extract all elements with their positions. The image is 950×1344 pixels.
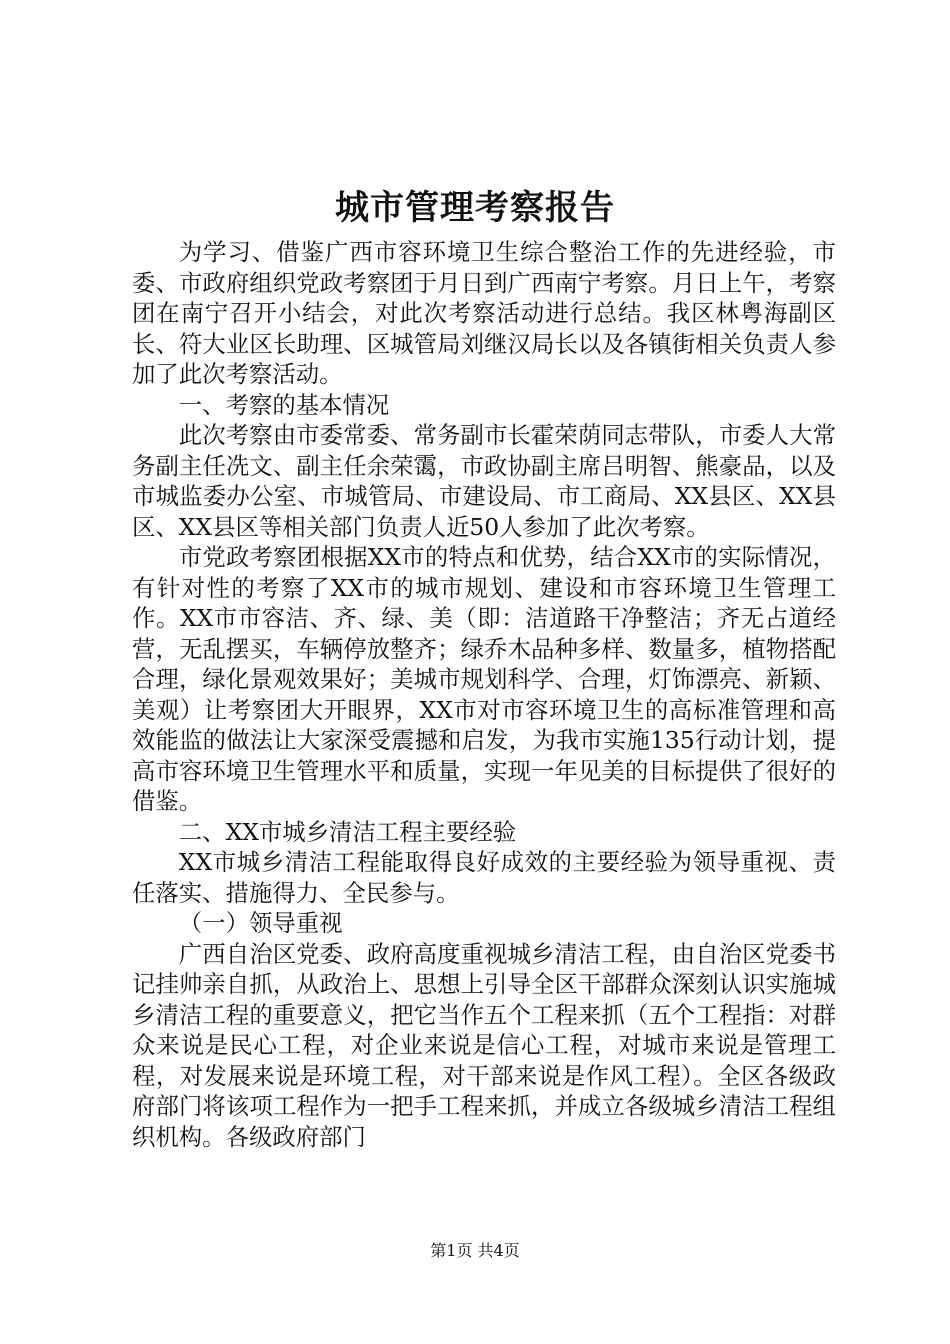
subsection-heading-1: （一）领导重视 — [178, 909, 343, 937]
subsection-1-paragraph-1: 广西自治区党委、政府高度重视城乡清洁工程，由自治区党委书记挂帅亲自抓，从政治上、思想上引导全区干部群众深刻认识实施城乡清洁工程的重要意义，把它当作五个工程来抓（五个工程指：对群众来说是民心工程，对企业来说是信心工程，对城市来说是管理工程，对发展来说是环境工程，对干部来说是作风工程）。全区各级政府部门将该项工程作为一把手工程来抓，并成立各级城乡清洁工程组织机构。各级政府部门 — [132, 939, 836, 1151]
page-number-footer: 第1页 共4页 — [430, 1241, 520, 1260]
document-title: 城市管理考察报告 — [335, 188, 615, 228]
section-heading-2: 二、XX市城乡清洁工程主要经验 — [178, 817, 517, 846]
section-2-paragraph-1: XX市城乡清洁工程能取得良好成效的主要经验为领导重视、责任落实、措施得力、全民参与。 — [132, 848, 836, 907]
section-heading-1: 一、考察的基本情况 — [178, 390, 390, 419]
document-body — [132, 237, 836, 1152]
intro-paragraph: 为学习、借鉴广西市容环境卫生综合整治工作的先进经验，市委、市政府组织党政考察团于月日到广西南宁考察。月日上午，考察团在南宁召开小结会，对此次考察活动进行总结。我区林粤海副区长、符大业区长助理、区城管局刘继汉局长以及各镇街相关负责人参加了此次考察活动。 — [132, 238, 836, 388]
section-1-paragraph-2: 市党政考察团根据XX市的特点和优势，结合XX市的实际情况，有针对性的考察了XX市的城市规划、建设和市容环境卫生管理工作。XX市市容洁、齐、绿、美（即：洁道路干净整洁；齐无占道经营，无乱摆买，车辆停放整齐；绿乔木品种多样、数量多，植物搭配合理，绿化景观效果好；美城市规划科学、合理，灯饰漂亮、新颖、美观）让考察团大开眼界，XX市对市容环境卫生的高标准管理和高效能监的做法让大家深受震撼和启发，为我市实施135行动计划，提高市容环境卫生管理水平和质量，实现一年见美的目标提供了很好的借鉴。 — [132, 543, 836, 815]
section-1-paragraph-1: 此次考察由市委常委、常务副市长霍荣荫同志带队，市委人大常务副主任冼文、副主任余荣霭，市政协副主席吕明智、熊豪品，以及市城监委办公室、市城管局、市建设局、市工商局、XX县区、XX县区、XX县区等相关部门负责人近50人参加了此次考察。 — [132, 421, 836, 541]
